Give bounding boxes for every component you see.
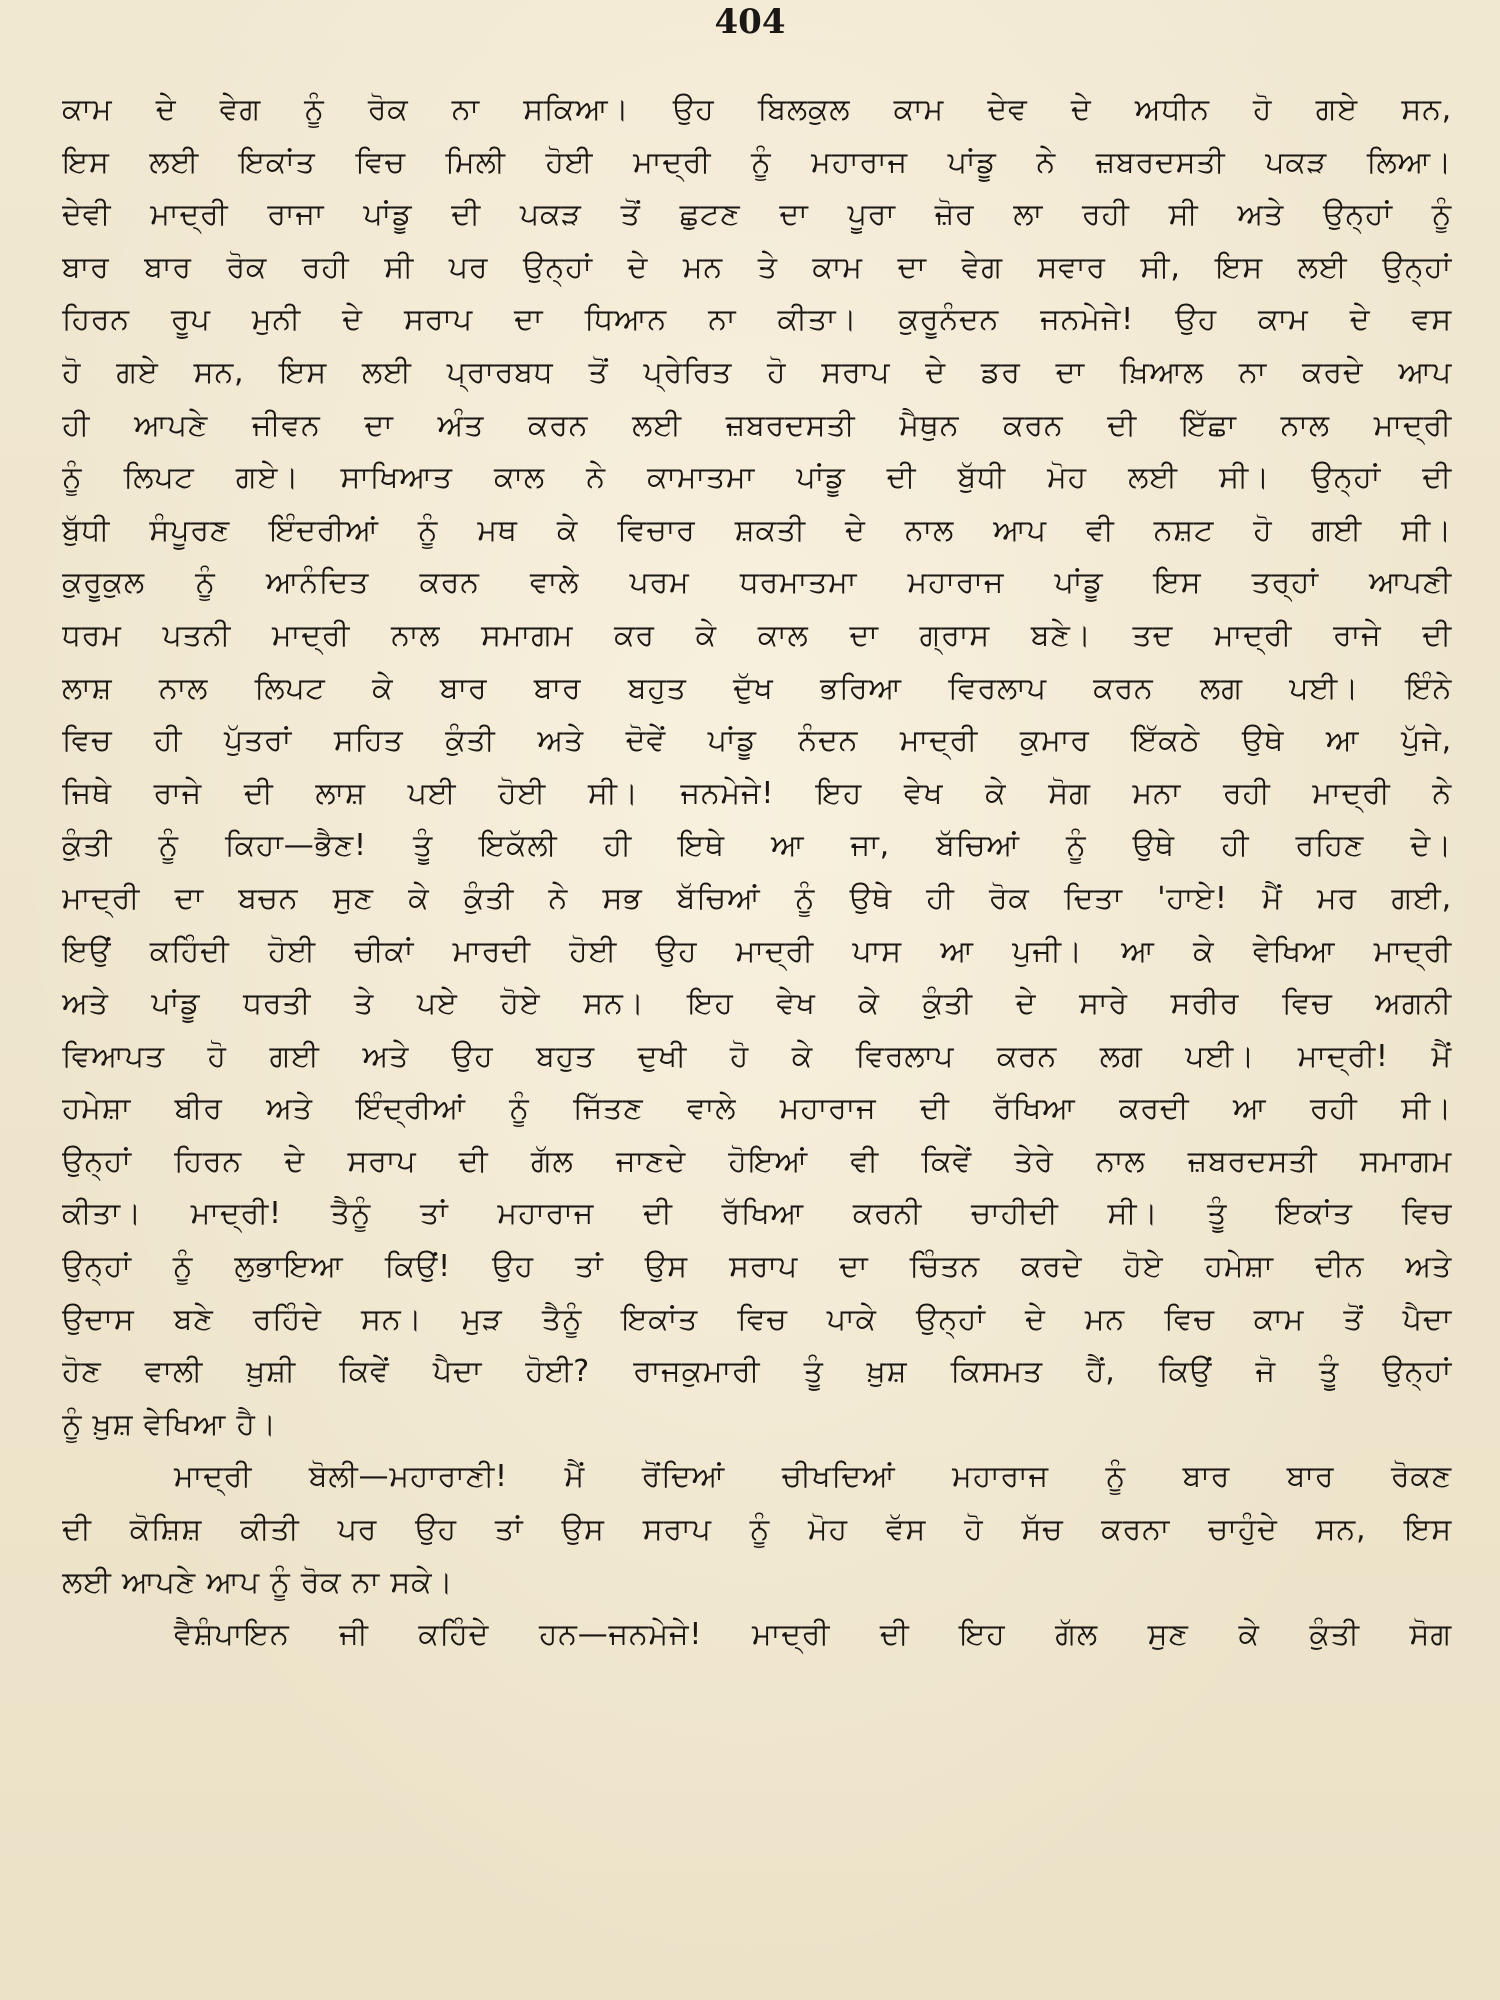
text-line: ਹਿਰਨ ਰੂਪ ਮੁਨੀ ਦੇ ਸਰਾਪ ਦਾ ਧਿਆਨ ਨਾ ਕੀਤਾ। ਕੁਰੂਨੰਦਨ ਜਨਮੇਜੇ! ਉਹ ਕਾਮ ਦੇ ਵਸ [62,302,1452,338]
text-line: ਧਰਮ ਪਤਨੀ ਮਾਦ੍ਰੀ ਨਾਲ ਸਮਾਗਮ ਕਰ ਕੇ ਕਾਲ ਦਾ ਗ੍ਰਾਸ ਬਣੇ। ਤਦ ਮਾਦ੍ਰੀ ਰਾਜੇ ਦੀ [62,617,1452,653]
text-line: ਅਤੇ ਪਾਂਡੂ ਧਰਤੀ ਤੇ ਪਏ ਹੋਏ ਸਨ। ਇਹ ਵੇਖ ਕੇ ਕੁੰਤੀ ਦੇ ਸਾਰੇ ਸਰੀਰ ਵਿਚ ਅਗਨੀ [62,986,1452,1022]
text-line: ਹੋ ਗਏ ਸਨ, ਇਸ ਲਈ ਪ੍ਰਾਰਬਧ ਤੋਂ ਪ੍ਰੇਰਿਤ ਹੋ ਸਰਾਪ ਦੇ ਡਰ ਦਾ ਖ਼ਿਆਲ ਨਾ ਕਰਦੇ ਆਪ [62,354,1452,390]
text-line: ਮਾਦ੍ਰੀ ਬੋਲੀ—ਮਹਾਰਾਣੀ! ਮੈਂ ਰੋਂਦਿਆਂ ਚੀਖਦਿਆਂ ਮਹਾਰਾਜ ਨੂੰ ਬਾਰ ਬਾਰ ਰੋਕਣ [174,1459,1452,1495]
text-line: ਨੂੰ ਲਿਪਟ ਗਏ। ਸਾਖਿਆਤ ਕਾਲ ਨੇ ਕਾਮਾਤਮਾ ਪਾਂਡੂ ਦੀ ਬੁੱਧੀ ਮੋਹ ਲਈ ਸੀ। ਉਨ੍ਹਾਂ ਦੀ [62,460,1452,496]
text-line: ਕਾਮ ਦੇ ਵੇਗ ਨੂੰ ਰੋਕ ਨਾ ਸਕਿਆ। ਉਹ ਬਿਲਕੁਲ ਕਾਮ ਦੇਵ ਦੇ ਅਧੀਨ ਹੋ ਗਏ ਸਨ, [62,92,1452,127]
text-line: ਉਨ੍ਹਾਂ ਨੂੰ ਲੁਭਾਇਆ ਕਿਉਂ! ਉਹ ਤਾਂ ਉਸ ਸਰਾਪ ਦਾ ਚਿੰਤਨ ਕਰਦੇ ਹੋਏ ਹਮੇਸ਼ਾ ਦੀਨ ਅਤੇ [62,1249,1452,1285]
text-line: ਉਨ੍ਹਾਂ ਹਿਰਨ ਦੇ ਸਰਾਪ ਦੀ ਗੱਲ ਜਾਣਦੇ ਹੋਇਆਂ ਵੀ ਕਿਵੇਂ ਤੇਰੇ ਨਾਲ ਜ਼ਬਰਦਸਤੀ ਸਮਾਗਮ [62,1143,1452,1179]
text-line: ਵੈਸ਼ੰਪਾਇਨ ਜੀ ਕਹਿੰਦੇ ਹਨ—ਜਨਮੇਜੇ! ਮਾਦ੍ਰੀ ਦੀ ਇਹ ਗੱਲ ਸੁਣ ਕੇ ਕੁੰਤੀ ਸੋਗ [174,1617,1452,1653]
text-line: ਵਿਆਪਤ ਹੋ ਗਈ ਅਤੇ ਉਹ ਬਹੁਤ ਦੁਖੀ ਹੋ ਕੇ ਵਿਰਲਾਪ ਕਰਨ ਲਗ ਪਈ। ਮਾਦ੍ਰੀ! ਮੈਂ [62,1038,1452,1074]
text-line: ਦੀ ਕੋਸ਼ਿਸ਼ ਕੀਤੀ ਪਰ ਉਹ ਤਾਂ ਉਸ ਸਰਾਪ ਨੂੰ ਮੋਹ ਵੱਸ ਹੋ ਸੱਚ ਕਰਨਾ ਚਾਹੁੰਦੇ ਸਨ, ਇਸ [62,1512,1452,1548]
text-line: ਉਦਾਸ ਬਣੇ ਰਹਿੰਦੇ ਸਨ। ਮੁੜ ਤੈਨੂੰ ਇਕਾਂਤ ਵਿਚ ਪਾਕੇ ਉਨ੍ਹਾਂ ਦੇ ਮਨ ਵਿਚ ਕਾਮ ਤੋਂ ਪੈਦਾ [62,1301,1452,1337]
text-line: ਕੁਰੂਕੁਲ ਨੂੰ ਆਨੰਦਿਤ ਕਰਨ ਵਾਲੇ ਪਰਮ ਧਰਮਾਤਮਾ ਮਹਾਰਾਜ ਪਾਂਡੂ ਇਸ ਤਰ੍ਹਾਂ ਆਪਣੀ [62,565,1452,601]
text-line: ਹਮੇਸ਼ਾ ਬੀਰ ਅਤੇ ਇੰਦ੍ਰੀਆਂ ਨੂੰ ਜਿੱਤਣ ਵਾਲੇ ਮਹਾਰਾਜ ਦੀ ਰੱਖਿਆ ਕਰਦੀ ਆ ਰਹੀ ਸੀ। [62,1091,1452,1127]
text-line: ਕੀਤਾ। ਮਾਦ੍ਰੀ! ਤੈਨੂੰ ਤਾਂ ਮਹਾਰਾਜ ਦੀ ਰੱਖਿਆ ਕਰਨੀ ਚਾਹੀਦੀ ਸੀ। ਤੂੰ ਇਕਾਂਤ ਵਿਚ [62,1196,1452,1232]
text-line: ਨੂੰ ਖ਼ੁਸ਼ ਵੇਖਿਆ ਹੈ। [62,1406,277,1442]
text-line: ਜਿਥੇ ਰਾਜੇ ਦੀ ਲਾਸ਼ ਪਈ ਹੋਈ ਸੀ। ਜਨਮੇਜੇ! ਇਹ ਵੇਖ ਕੇ ਸੋਗ ਮਨਾ ਰਹੀ ਮਾਦ੍ਰੀ ਨੇ [62,775,1452,811]
page-number: 404 [714,2,786,42]
text-line: ਬਾਰ ਬਾਰ ਰੋਕ ਰਹੀ ਸੀ ਪਰ ਉਨ੍ਹਾਂ ਦੇ ਮਨ ਤੇ ਕਾਮ ਦਾ ਵੇਗ ਸਵਾਰ ਸੀ, ਇਸ ਲਈ ਉਨ੍ਹਾਂ [62,249,1452,285]
text-line: ਇਸ ਲਈ ਇਕਾਂਤ ਵਿਚ ਮਿਲੀ ਹੋਈ ਮਾਦ੍ਰੀ ਨੂੰ ਮਹਾਰਾਜ ਪਾਂਡੂ ਨੇ ਜ਼ਬਰਦਸਤੀ ਪਕੜ ਲਿਆ। [62,144,1452,180]
text-line: ਵਿਚ ਹੀ ਪੁੱਤਰਾਂ ਸਹਿਤ ਕੁੰਤੀ ਅਤੇ ਦੋਵੇਂ ਪਾਂਡੂ ਨੰਦਨ ਮਾਦ੍ਰੀ ਕੁਮਾਰ ਇੱਕਠੇ ਉਥੇ ਆ ਪੁੱਜੇ, [62,723,1452,759]
text-line: ਦੇਵੀ ਮਾਦ੍ਰੀ ਰਾਜਾ ਪਾਂਡੂ ਦੀ ਪਕੜ ਤੋਂ ਛੁਟਣ ਦਾ ਪੂਰਾ ਜ਼ੋਰ ਲਾ ਰਹੀ ਸੀ ਅਤੇ ਉਨ੍ਹਾਂ ਨੂੰ [62,197,1452,233]
text-line: ਹੋਣ ਵਾਲੀ ਖ਼ੁਸ਼ੀ ਕਿਵੇਂ ਪੈਦਾ ਹੋਈ? ਰਾਜਕੁਮਾਰੀ ਤੂੰ ਖ਼ੁਸ਼ ਕਿਸਮਤ ਹੈਂ, ਕਿਉਂ ਜੋ ਤੂੰ ਉਨ੍ਹਾਂ [62,1354,1452,1390]
text-line: ਹੀ ਆਪਣੇ ਜੀਵਨ ਦਾ ਅੰਤ ਕਰਨ ਲਈ ਜ਼ਬਰਦਸਤੀ ਮੈਥੁਨ ਕਰਨ ਦੀ ਇੱਛਾ ਨਾਲ ਮਾਦ੍ਰੀ [62,407,1452,443]
text-line: ਬੁੱਧੀ ਸੰਪੂਰਣ ਇੰਦਰੀਆਂ ਨੂੰ ਮਥ ਕੇ ਵਿਚਾਰ ਸ਼ਕਤੀ ਦੇ ਨਾਲ ਆਪ ਵੀ ਨਸ਼ਟ ਹੋ ਗਈ ਸੀ। [62,512,1452,548]
text-line: ਲਈ ਆਪਣੇ ਆਪ ਨੂੰ ਰੋਕ ਨਾ ਸਕੇ। [62,1564,454,1600]
text-body [62,84,1452,1662]
text-line: ਮਾਦ੍ਰੀ ਦਾ ਬਚਨ ਸੁਣ ਕੇ ਕੁੰਤੀ ਨੇ ਸਭ ਬੱਚਿਆਂ ਨੂੰ ਉਥੇ ਹੀ ਰੋਕ ਦਿਤਾ 'ਹਾਏ! ਮੈਂ ਮਰ ਗਈ, [62,880,1452,916]
text-line: ਇਉਂ ਕਹਿੰਦੀ ਹੋਈ ਚੀਕਾਂ ਮਾਰਦੀ ਹੋਈ ਉਹ ਮਾਦ੍ਰੀ ਪਾਸ ਆ ਪੁਜੀ। ਆ ਕੇ ਵੇਖਿਆ ਮਾਦ੍ਰੀ [62,933,1452,969]
text-line: ਕੁੰਤੀ ਨੂੰ ਕਿਹਾ—ਭੈਣ! ਤੂੰ ਇਕੱਲੀ ਹੀ ਇਥੇ ਆ ਜਾ, ਬੱਚਿਆਂ ਨੂੰ ਉਥੇ ਹੀ ਰਹਿਣ ਦੇ। [62,828,1452,864]
text-line: ਲਾਸ਼ ਨਾਲ ਲਿਪਟ ਕੇ ਬਾਰ ਬਾਰ ਬਹੁਤ ਦੁੱਖ ਭਰਿਆ ਵਿਰਲਾਪ ਕਰਨ ਲਗ ਪਈ। ਇੰਨੇ [62,670,1452,706]
